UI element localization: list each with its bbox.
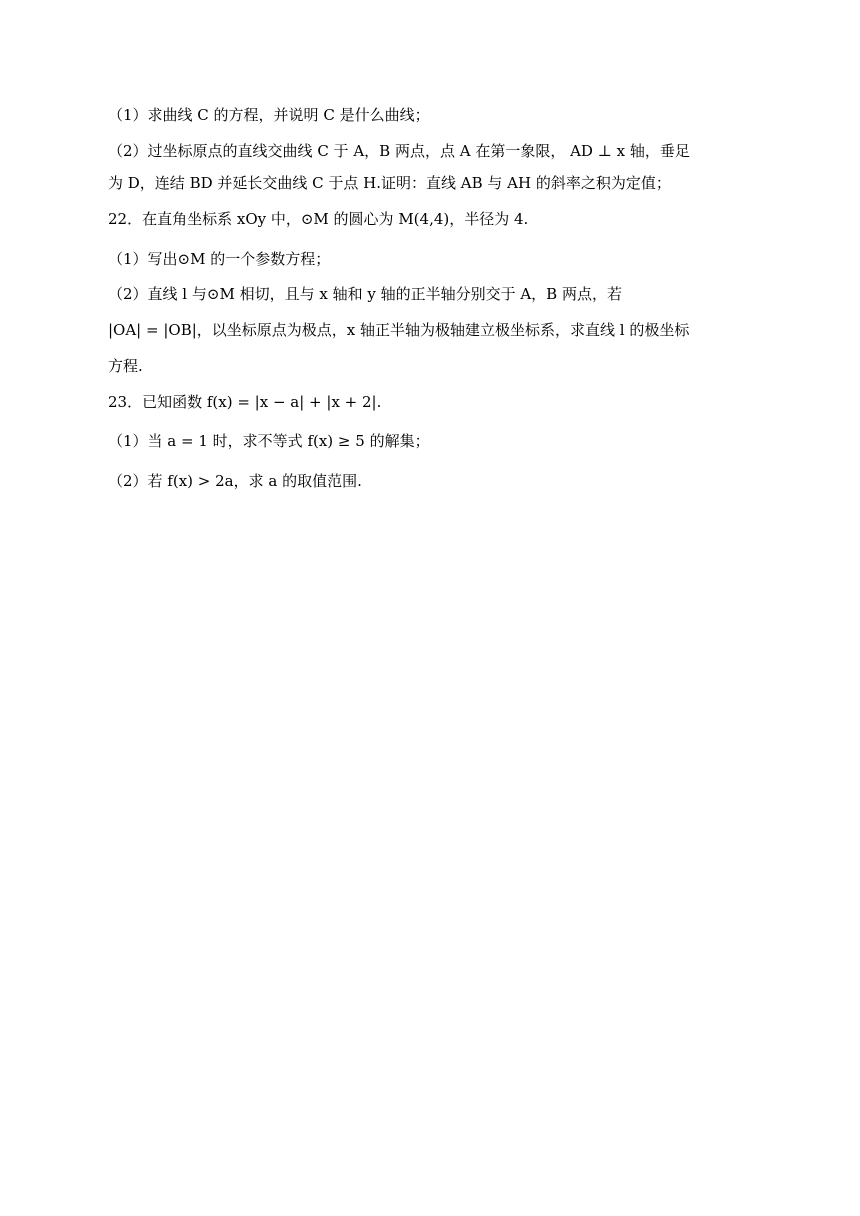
q22-part2-line2: |OA| = |OB|，以坐标原点为极点，x 轴正半轴为极轴建立极坐标系，求直线 l 的极坐标 xyxy=(108,321,690,339)
q22-part1: （1）写出⊙M 的一个参数方程； xyxy=(108,250,331,268)
q21-part2-line2: 为 D，连结 BD 并延长交曲线 C 于点 H.证明：直线 AB 与 AH 的斜率之积为定值； xyxy=(108,174,671,192)
q22-part2-line1: （2）直线 l 与⊙M 相切，且与 x 轴和 y 轴的正半轴分别交于 A，B 两点，若 xyxy=(108,285,622,303)
q22-stem: 22．在直角坐标系 xOy 中，⊙M 的圆心为 M(4,4)，半径为 4. xyxy=(108,210,529,228)
q21-part1: （1）求曲线 C 的方程，并说明 C 是什么曲线； xyxy=(108,106,430,124)
q23-part2: （2）若 f(x) > 2a，求 a 的取值范围. xyxy=(108,472,362,490)
q22-part2-line3: 方程. xyxy=(108,357,143,375)
q23-stem: 23．已知函数 f(x) = |x − a| + |x + 2|. xyxy=(108,393,382,411)
q21-part2-line1: （2）过坐标原点的直线交曲线 C 于 A，B 两点，点 A 在第一象限， AD ⊥ x 轴，垂足 xyxy=(108,142,690,160)
q23-part1: （1）当 a = 1 时，求不等式 f(x) ≥ 5 的解集； xyxy=(108,432,430,450)
